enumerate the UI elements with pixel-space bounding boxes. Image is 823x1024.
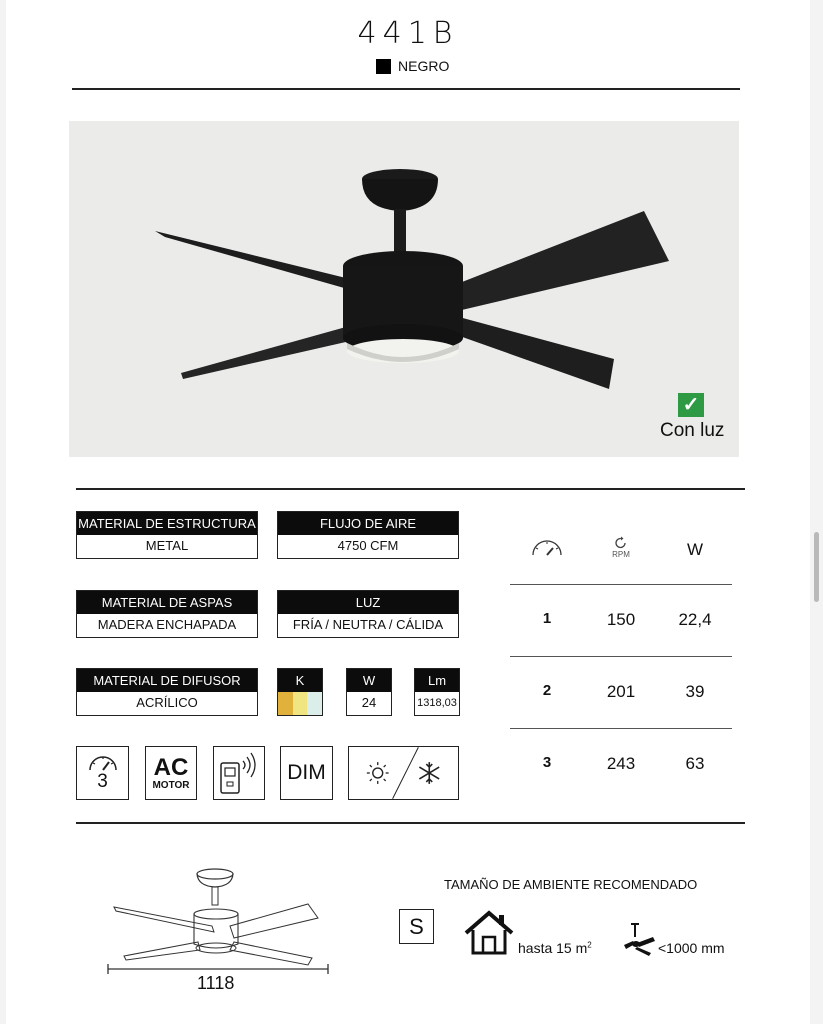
spec-value: 24 xyxy=(347,692,391,715)
table-divider xyxy=(510,728,732,729)
table-divider xyxy=(510,584,732,585)
speed-table-header xyxy=(510,538,732,610)
ceiling-fan-illustration xyxy=(69,121,739,457)
w-cell: 22,4 xyxy=(678,610,712,629)
product-photo xyxy=(69,121,739,457)
kelvin-cool-swatch xyxy=(307,692,322,715)
summer-winter-icon xyxy=(349,746,458,800)
speedometer-icon xyxy=(87,754,119,772)
spec-value: METAL xyxy=(77,535,257,558)
light-label: Con luz xyxy=(660,420,725,441)
spec-value: 4750 CFM xyxy=(278,535,458,558)
room-area xyxy=(518,940,592,956)
w-cell: 39 xyxy=(685,682,705,701)
spec-difusor xyxy=(76,668,258,716)
rpm-header-label: RPM xyxy=(612,550,630,559)
snowflake-icon xyxy=(419,762,439,784)
spec-value: FRÍA / NEUTRA / CÁLIDA xyxy=(278,614,458,637)
table-row xyxy=(510,754,732,826)
fan-dimension-drawing xyxy=(102,866,334,976)
room-size-badge: S xyxy=(399,909,434,944)
dim-feature: DIM xyxy=(280,746,333,800)
color-label: NEGRO xyxy=(398,58,450,74)
room-size-title: TAMAÑO DE AMBIENTE RECOMENDADO xyxy=(444,877,698,892)
rotation-icon xyxy=(614,536,628,550)
product-sheet xyxy=(6,0,810,1024)
diameter-dimension: 1118 xyxy=(197,973,235,993)
table-divider xyxy=(510,656,732,657)
spec-color-temperature xyxy=(277,668,323,716)
rpm-header xyxy=(584,536,658,559)
spec-label: MATERIAL DE DIFUSOR xyxy=(77,669,257,692)
header-divider xyxy=(72,88,740,90)
check-icon: ✓ xyxy=(678,393,704,417)
ac-title: AC xyxy=(153,753,189,781)
speeds-count: 3 xyxy=(97,771,108,792)
summer-winter-feature xyxy=(348,746,459,800)
w-cell: 63 xyxy=(685,754,705,773)
spec-flujo xyxy=(277,511,459,559)
table-row xyxy=(510,610,732,682)
speed-cell: 2 xyxy=(542,682,552,699)
fan-diameter-limit: <1000 mm xyxy=(658,940,725,956)
specs-top-divider xyxy=(76,488,745,490)
spec-value: ACRÍLICO xyxy=(77,692,257,715)
spec-value: 1318,03 xyxy=(415,692,459,715)
spec-label: LUZ xyxy=(278,591,458,614)
spec-lumens xyxy=(414,668,460,716)
rpm-cell: 243 xyxy=(606,754,636,773)
spec-label: Lm xyxy=(415,669,459,692)
spec-aspas xyxy=(76,590,258,638)
color-swatch xyxy=(376,59,391,74)
kelvin-neutral-swatch xyxy=(293,692,308,715)
kelvin-warm-swatch xyxy=(278,692,293,715)
speeds-feature xyxy=(76,746,129,800)
spec-label: K xyxy=(278,669,322,692)
spec-luz xyxy=(277,590,459,638)
fan-diameter-icon xyxy=(623,923,657,957)
color-indicator xyxy=(376,58,449,74)
room-area-text: hasta 15 m xyxy=(518,940,588,956)
rpm-cell: 150 xyxy=(606,610,636,629)
spec-value: MADERA ENCHAPADA xyxy=(77,614,257,637)
rpm-cell: 201 xyxy=(606,682,636,701)
remote-feature xyxy=(213,746,265,800)
speedometer-icon xyxy=(530,538,564,558)
sun-icon xyxy=(367,762,389,784)
specs-bottom-divider xyxy=(76,822,745,824)
speed-cell: 3 xyxy=(542,754,552,771)
spec-estructura xyxy=(76,511,258,559)
model-title: 441B xyxy=(357,16,459,51)
w-header: W xyxy=(686,540,704,559)
spec-label: MATERIAL DE ASPAS xyxy=(77,591,257,614)
ac-subtitle: MOTOR xyxy=(152,779,190,791)
color-temperature-bar xyxy=(278,692,322,715)
spec-wattage xyxy=(346,668,392,716)
house-icon xyxy=(463,909,515,957)
spec-label: W xyxy=(347,669,391,692)
room-area-exponent: 2 xyxy=(587,940,592,950)
ac-motor-feature xyxy=(145,746,197,800)
spec-label: FLUJO DE AIRE xyxy=(278,512,458,535)
speed-cell: 1 xyxy=(542,610,552,627)
scrollbar[interactable] xyxy=(814,532,819,602)
spec-label: MATERIAL DE ESTRUCTURA xyxy=(77,512,257,535)
remote-control-icon xyxy=(216,749,262,797)
table-row xyxy=(510,682,732,754)
